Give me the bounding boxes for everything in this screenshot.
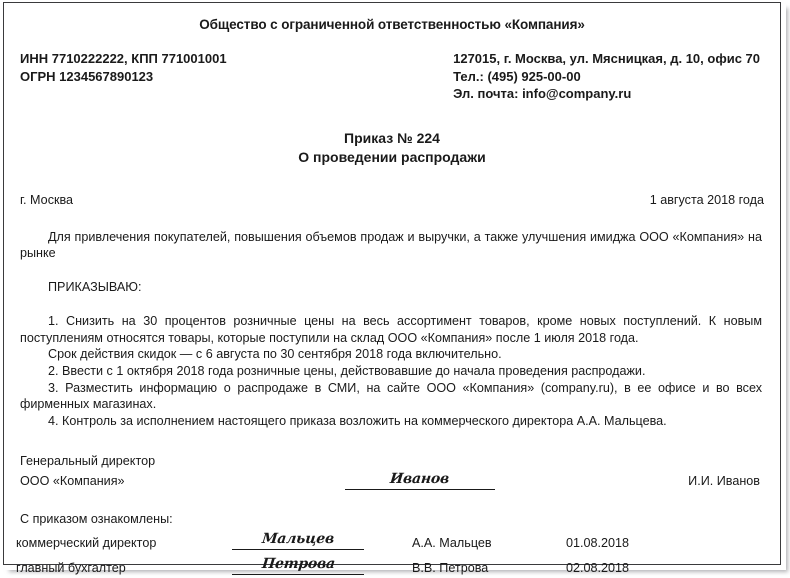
director-signature-block	[16, 453, 768, 490]
organization-title: Общество с ограниченной ответственностью «Компания»	[199, 17, 585, 32]
paragraph-item-3: 3. Разместить информацию о распродаже в СМИ, на сайте ООО «Компания» (company.ru), в ее офисе и во всех фирменных магазинах.	[20, 380, 762, 412]
director-role-line-1: Генеральный директор	[20, 454, 156, 469]
requisites-left	[16, 50, 227, 85]
order-number: Приказ № 224	[344, 129, 440, 146]
order-title-block	[16, 129, 768, 167]
requisites-right	[453, 50, 768, 103]
director-role-line-2: ООО «Компания»	[20, 474, 125, 489]
phone-line: Тел.: (495) 925-00-00	[453, 68, 581, 84]
table-row	[16, 553, 686, 578]
ack-name: В.В. Петрова	[412, 561, 489, 576]
paragraph-lead: Для привлечения покупателей, повышения объемов продаж и выручки, а также улучшения имиджа ООО «Компания» на рынке	[20, 229, 762, 261]
table-row	[16, 528, 686, 553]
address-line: 127015, г. Москва, ул. Мясницкая, д. 10, офис 70	[453, 51, 760, 66]
order-document	[3, 2, 781, 576]
ack-signature-slot	[232, 555, 364, 575]
ack-name: А.А. Мальцев	[412, 536, 492, 551]
director-signature-row	[20, 470, 760, 490]
acknowledgement-intro: С приказом ознакомлены:	[20, 512, 173, 527]
director-name: И.И. Иванов	[688, 474, 760, 489]
inn-kpp-line: ИНН 7710222222, КПП 771001001	[20, 51, 227, 66]
paragraph-item-1: 1. Снизить на 30 процентов розничные цены на весь ассортимент товаров, кроме новых поступлений. К новым поступлениям относятся товары, которые поступили на склад ООО «Компания» после 1 июля 2018 года.	[20, 314, 762, 345]
ack-date: 01.08.2018	[566, 536, 630, 551]
ack-role: главный бухгалтер	[16, 561, 126, 576]
director-signature-ink: Иванов	[389, 471, 451, 488]
director-signature-slot	[345, 470, 495, 490]
date-label: 1 августа 2018 года	[649, 192, 764, 207]
email-line: Эл. почта: info@company.ru	[453, 86, 632, 101]
order-subject: О проведении распродажи	[298, 148, 486, 165]
order-body	[16, 229, 768, 430]
ack-signature-ink: Мальцев	[261, 531, 335, 548]
place-label: г. Москва	[20, 192, 74, 207]
paragraph-item-4: 4. Контроль за исполнением настоящего приказа возложить на коммерческого директора А.А. Мальцева.	[48, 413, 667, 428]
ack-signature-cell	[226, 553, 386, 578]
ack-date: 02.08.2018	[566, 561, 630, 576]
ack-signature-slot	[232, 530, 364, 550]
ogrn-line: ОГРН 1234567890123	[20, 68, 154, 84]
ack-signature-ink: Петрова	[260, 556, 336, 573]
acknowledgement-table	[16, 528, 686, 578]
paragraph-item-1-term: Срок действия скидок — с 6 августа по 30 сентября 2018 года включительно.	[48, 347, 502, 362]
paragraph-item-2: 2. Ввести с 1 октября 2018 года розничные цены, действовавшие до начала проведения распродажи.	[48, 364, 646, 379]
paragraph-command: ПРИКАЗЫВАЮ:	[48, 279, 142, 294]
place-date-row	[16, 193, 768, 207]
requisites-block	[16, 50, 768, 103]
ack-signature-cell	[226, 528, 386, 553]
ack-role: коммерческий директор	[16, 536, 157, 551]
